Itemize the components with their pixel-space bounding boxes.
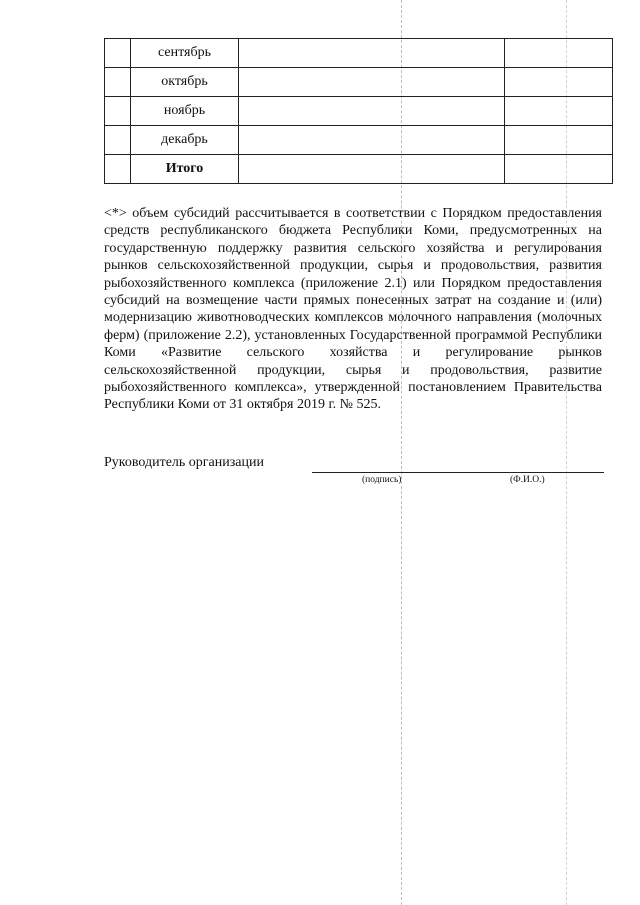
table-cell [505,97,613,126]
table-cell [239,126,505,155]
table-cell [105,155,131,184]
table-row [105,126,613,155]
footnote-text: <*> объем субсидий рассчитывается в соответствии с Порядком предоставления средств республиканского бюджета Республики Коми, предусмотренных на государственную поддержку развития сельского хозяйства и регулирования рынков сельскохозяйственной продукции, сырья и продовольствия, развития рыбохозяйственного комплекса (приложение 2.1) или Порядком предоставления субсидий на возмещение части прямых понесенных затрат на создание и (или) модернизацию животноводческих комплексов молочного направления (молочных ферм) (приложение 2.2), установленных Государственной программой Республики Коми «Развитие сельского хозяйства и регулирование рынков сельскохозяйственной продукции, сырья и продовольствия, развитие рыбохозяйственного комплекса», утвержденной постановлением Правительства Республики Коми от 31 октября 2019 г. № 525. [104,206,602,413]
total-label: Итого [131,155,239,184]
table-cell [505,155,613,184]
table-row [105,39,613,68]
table-cell [105,97,131,126]
table-cell [105,68,131,97]
table-cell [239,97,505,126]
table-cell [505,39,613,68]
table-row [105,97,613,126]
month-cell: декабрь [131,126,239,155]
full-name-caption: (Ф.И.О.) [510,475,545,485]
table-cell [239,155,505,184]
table-cell [239,39,505,68]
table-cell [105,126,131,155]
signature-caption: (подпись) [362,475,402,485]
table-row [105,68,613,97]
signature-line [312,472,604,473]
table-cell [105,39,131,68]
month-cell: октябрь [131,68,239,97]
table-cell [505,126,613,155]
monthly-subsidy-table [104,38,613,184]
total-row [105,155,613,184]
signature-block [104,455,604,495]
signature-label: Руководитель организации [104,455,264,470]
month-cell: ноябрь [131,97,239,126]
table-cell [239,68,505,97]
month-cell: сентябрь [131,39,239,68]
table-cell [505,68,613,97]
